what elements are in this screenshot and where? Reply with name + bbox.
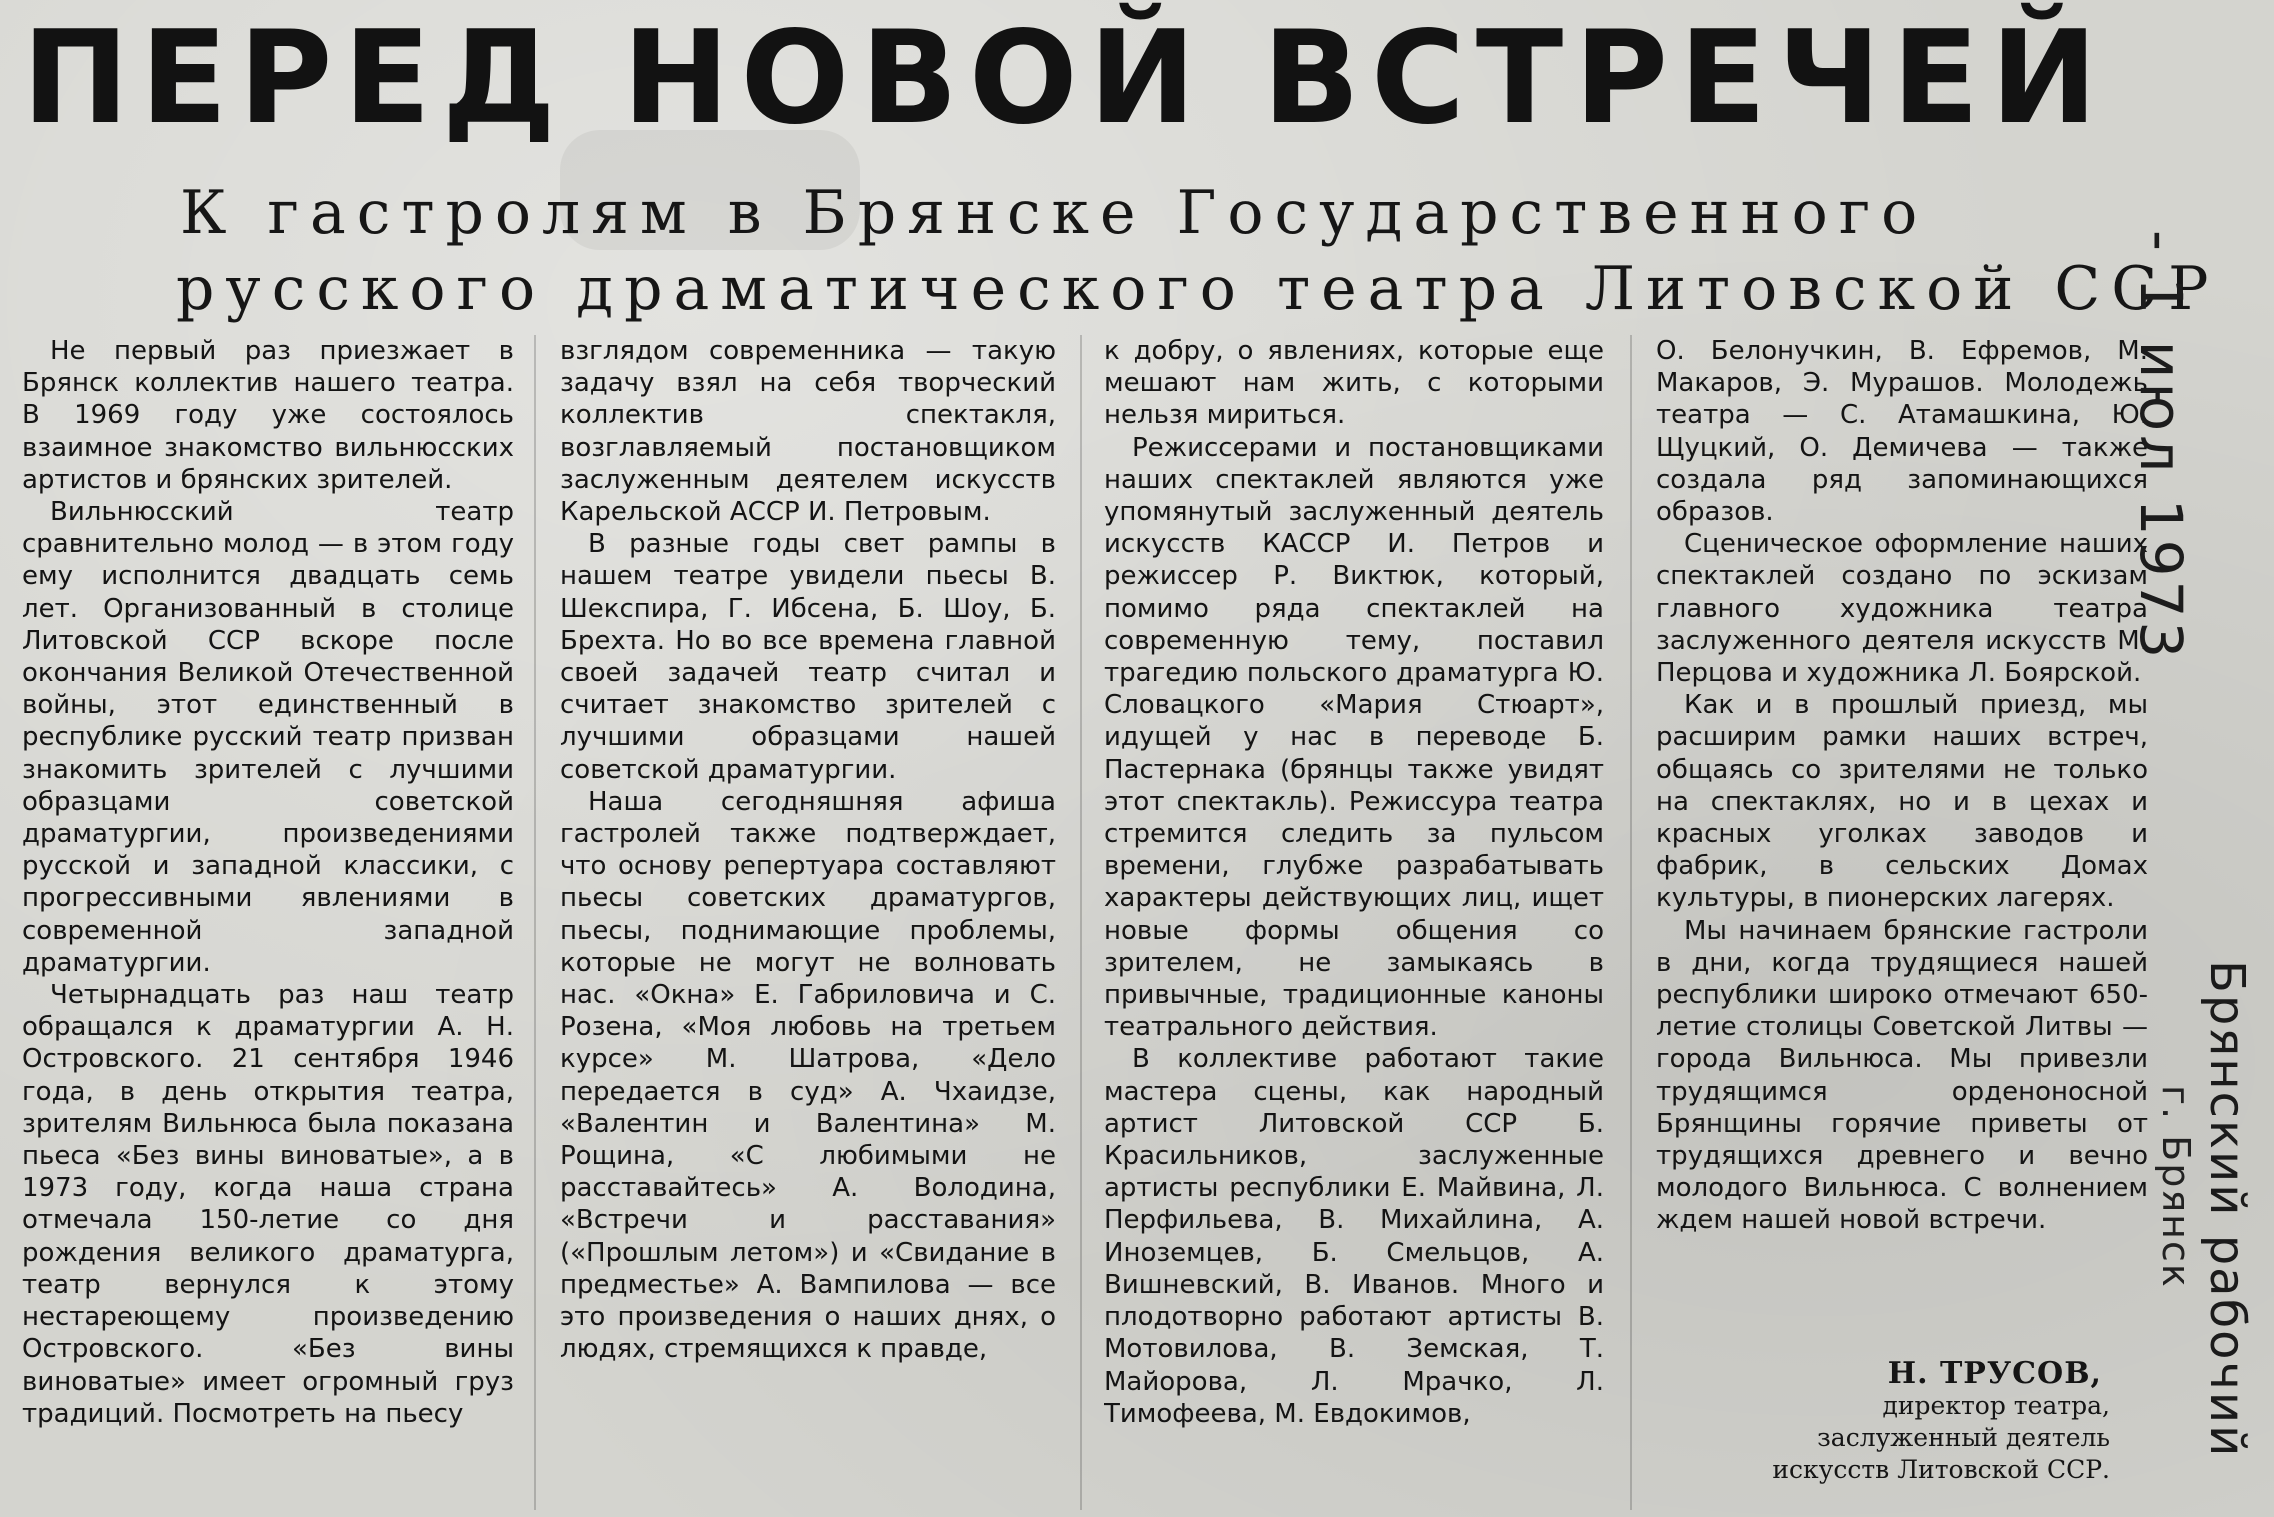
paragraph: В коллективе работают такие мастера сцены, как народный артист Литовской ССР Б. Красильников, заслуженные артисты республики Е. Майвина, Л. Перфильева, В. Михайлина, А. Иноземцев, Б. Смельцов, А. Вишневский, В. Иванов. Много и плодотворно работают артисты В. Мотовилова, В. Земская, Т. Майорова, Л. Мрачко, Л. Тимофеева, М. Евдокимов, [1104, 1044, 1604, 1429]
paragraph: Режиссерами и постановщиками наших спектаклей являются уже упомянутый заслуженный деятель искусств КАССР И. Петров и режиссер Р. Виктюк, который, помимо ряда спектаклей на современную тему, поставил трагедию польского драматурга Ю. Словацкого «Мария Стюарт», идущей у нас в переводе Б. Пастернака (брянцы также увидят этот спектакль). Режиссура театра стремится следить за пульсом времени, глубже разрабатывать характеры действующих лиц, ищет новые формы общения со зрителем, не замыкаясь в привычные, традиционные каноны театрального действия. [1104, 432, 1604, 1043]
paragraph: взглядом современника — такую задачу взял на себя творческий коллектив спектакля, возглавляемый постановщиком заслуженным деятелем искусств Карельской АССР И. Петровым. [560, 336, 1056, 528]
subheadline-line-2: русского драматического театра Литовской ССР [176, 254, 2220, 324]
paragraph: Не первый раз приезжает в Брянск коллектив нашего театра. В 1969 году уже состоялось взаимное знакомство вильнюсских артистов и брянских зрителей. [22, 336, 514, 495]
author-title-line: директор театра, [1882, 1391, 2110, 1420]
paragraph: Сценическое оформление наших спектаклей создано по эскизам главного художника театра заслуженного деятеля искусств М. Перцова и художника Л. Боярской. [1656, 529, 2148, 689]
column-divider [1630, 335, 1632, 1510]
column-divider [534, 335, 536, 1510]
paragraph: О. Белонучкин, В. Ефремов, М. Макаров, Э. Мурашов. Молодежь театра — С. Атамашкина, Ю. Щуцкий, О. Демичева — также создала ряд запоминающихся образов. [1656, 336, 2148, 528]
article-column-1 [22, 335, 514, 1515]
paragraph: Четырнадцать раз наш театр обращался к драматургии А. Н. Островского. 21 сентября 1946 года, в день открытия театра, зрителям Вильнюса была показана пьеса «Без вины виноватые», а в 1973 году, когда наша страна отмечала 150-летие со дня рождения великого драматурга, театр вернулся к этому нестареющему произведению Островского. «Без вины виноватые» имеет огромный груз традиций. Посмотреть на пьесу [22, 980, 514, 1429]
headline: ПЕРЕД НОВОЙ ВСТРЕЧЕЙ [22, 4, 2109, 153]
paragraph: Как и в прошлый приезд, мы расширим рамки наших встреч, общаясь со зрителями не только на спектаклях, но и в цехах и красных уголках заводов и фабрик, в сельских Домах культуры, в пионерских лагерях. [1656, 690, 2148, 914]
article-column-3 [1104, 335, 1604, 1515]
author-title-line: искусств Литовской ССР. [1772, 1455, 2110, 1484]
paragraph: В разные годы свет рампы в нашем театре увидели пьесы В. Шекспира, Г. Ибсена, Б. Шоу, Б. Брехта. Но во все времена главной своей задачей театр считал и считает знакомство зрителей с лучшими образцами нашей советской драматургии. [560, 529, 1056, 785]
article-column-4 [1656, 335, 2148, 1515]
article-column-2 [560, 335, 1056, 1515]
paragraph: Вильнюсский театр сравнительно молод — в этом году ему исполнится двадцать семь лет. Организованный в столице Литовской ССР вскоре после окончания Великой Отечественной войны, этот единственный в республике русский театр призван знакомить зрителей с лучшими образцами советской драматургии, произведениями русской и западной классики, с прогрессивными явлениями в современной западной драматургии. [22, 497, 514, 978]
handwritten-newspaper-name: Брянский рабочий [2199, 960, 2255, 1459]
author-title-line: заслуженный деятель [1817, 1423, 2110, 1452]
author-title [1660, 1390, 2110, 1486]
column-divider [1080, 335, 1082, 1510]
author-name: Н. ТРУСОВ, [1887, 1356, 2102, 1391]
paragraph: к добру, о явлениях, которые еще мешают нам жить, с которыми нельзя мириться. [1104, 336, 1604, 431]
subheadline-line-1: К гастролям в Брянске Государственного [180, 178, 1929, 248]
handwritten-city: г. Брянск [2154, 1085, 2198, 1289]
paragraph: Мы начинаем брянские гастроли в дни, когда трудящиеся нашей республики широко отмечают 650-летие столицы Советской Литвы — города Вильнюса. Мы привезли трудящимся орденоносной Брянщины горячие приветы от трудящихся древнего и вечно молодого Вильнюса. С волнением ждем нашей новой встречи. [1656, 915, 2148, 1236]
handwritten-date: - 1 июл 1973 [2127, 230, 2195, 663]
paragraph: Наша сегодняшняя афиша гастролей также подтверждает, что основу репертуара составляют пьесы советских драматургов, пьесы, поднимающие проблемы, которые не могут не волновать нас. «Окна» Е. Габриловича и С. Розена, «Моя любовь на третьем курсе» М. Шатрова, «Дело передается в суд» А. Чхаидзе, «Валентин и Валентина» М. Рощина, «С любимыми не расставайтесь» А. Володина, «Встречи и расставания» («Прошлым летом») и «Свидание в предместье» А. Вампилова — все это произведения о наших днях, о людях, стремящихся к правде, [560, 786, 1056, 1365]
